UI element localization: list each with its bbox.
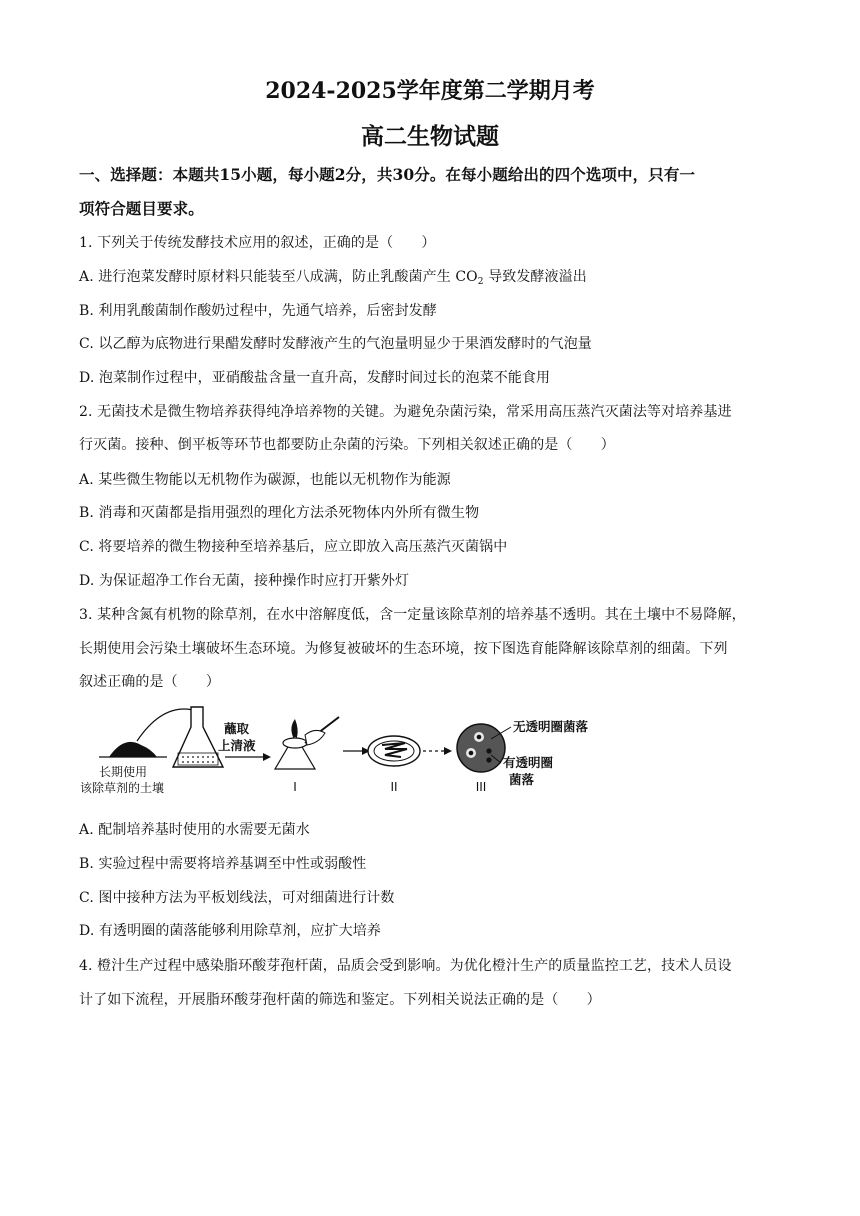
- page-subtitle: 高二生物试题: [361, 123, 499, 150]
- no-halo-colony-label: 无透明圈菌落: [513, 719, 589, 734]
- colony-plate-icon: [457, 724, 505, 772]
- q3-stem-line-1: 3. 某种含氮有机物的除草剂，在水中溶解度低，含一定量该除草剂的培养基不透明。其在土壤中不易降解，: [79, 607, 746, 623]
- q1-option-d: D. 泡菜制作过程中，亚硝酸盐含量一直升高，发酵时间过长的泡菜不能食用: [79, 370, 551, 386]
- q2-option-a: A. 某些微生物能以无机物作为碳源，也能以无机物作为能源: [79, 472, 451, 488]
- q1-option-b: B. 利用乳酸菌制作酸奶过程中，先通气培养，后密封发酵: [79, 303, 437, 319]
- section-heading-line-1: 一、选择题：本题共15小题，每小题2分，共30分。在每小题给出的四个选项中，只有一: [79, 165, 696, 184]
- q1-stem: 1. 下列关于传统发酵技术应用的叙述，正确的是（ ）: [79, 235, 436, 251]
- q2-option-d: D. 为保证超净工作台无菌，接种操作时应打开紫外灯: [79, 573, 410, 589]
- dip-label-1: 蘸取: [224, 721, 250, 736]
- soil-mound: [109, 742, 157, 757]
- q1-option-a: A. 进行泡菜发酵时原材料只能装至八成满，防止乳酸菌产生 $CO_2$ 导致发酵液溢出: [79, 269, 587, 287]
- halo-colony-label-1: 有透明圈: [503, 755, 554, 770]
- inoculation-icon: [275, 717, 339, 769]
- q3-option-b: B. 实验过程中需要将培养基调至中性或弱酸性: [79, 856, 367, 872]
- q4-stem-line-2: 计了如下流程，开展脂环酸芽孢杆菌的筛选和鉴定。下列相关说法正确的是（ ）: [79, 992, 601, 1008]
- q3-option-a: A. 配制培养基时使用的水需要无菌水: [79, 822, 310, 838]
- step-1-label: I: [293, 780, 297, 794]
- soil-label-1: 长期使用: [99, 765, 148, 779]
- q3-stem-line-2: 长期使用会污染土壤破坏生态环境。为修复被破坏的生态环境，按下图选育能降解该除草剂的细菌。下列: [79, 641, 728, 657]
- q3-experiment-figure: [79, 705, 639, 805]
- q3-option-c: C. 图中接种方法为平板划线法，可对细菌进行计数: [79, 890, 395, 906]
- section-heading-line-2: 项符合题目要求。: [79, 199, 204, 218]
- q3-stem-line-3: 叙述正确的是（ ）: [79, 674, 220, 690]
- page-title: 2024-2025学年度第二学期月考: [265, 78, 595, 104]
- conical-flask-icon: [173, 707, 223, 767]
- step-3-label: III: [475, 780, 487, 794]
- q2-stem-line-2: 行灭菌。接种、倒平板等环节也都要防止杂菌的污染。下列相关叙述正确的是（ ）: [79, 437, 615, 453]
- q1-option-c: C. 以乙醇为底物进行果醋发酵时发酵液产生的气泡量明显少于果酒发酵时的气泡量: [79, 336, 592, 352]
- q3-figure-svg: [79, 705, 639, 805]
- halo-colony-label-2: 菌落: [509, 772, 535, 787]
- dip-label-2: 上清液: [218, 738, 256, 753]
- q2-stem-line-1: 2. 无菌技术是微生物培养获得纯净培养物的关键。为避免杂菌污染，常采用高压蒸汽灭菌法等对培养基进: [79, 404, 732, 420]
- petri-dish-icon: [368, 736, 420, 766]
- q2-option-b: B. 消毒和灭菌都是指用强烈的理化方法杀死物体内外所有微生物: [79, 505, 480, 521]
- q3-option-d: D. 有透明圈的菌落能够利用除草剂，应扩大培养: [79, 923, 381, 939]
- soil-label-2: 该除草剂的土壤: [80, 781, 165, 795]
- q2-option-c: C. 将要培养的微生物接种至培养基后，应立即放入高压蒸汽灭菌锅中: [79, 539, 508, 555]
- step-2-label: II: [390, 780, 398, 794]
- q4-stem-line-1: 4. 橙汁生产过程中感染脂环酸芽孢杆菌，品质会受到影响。为优化橙汁生产的质量监控工艺，技术人员设: [79, 958, 732, 974]
